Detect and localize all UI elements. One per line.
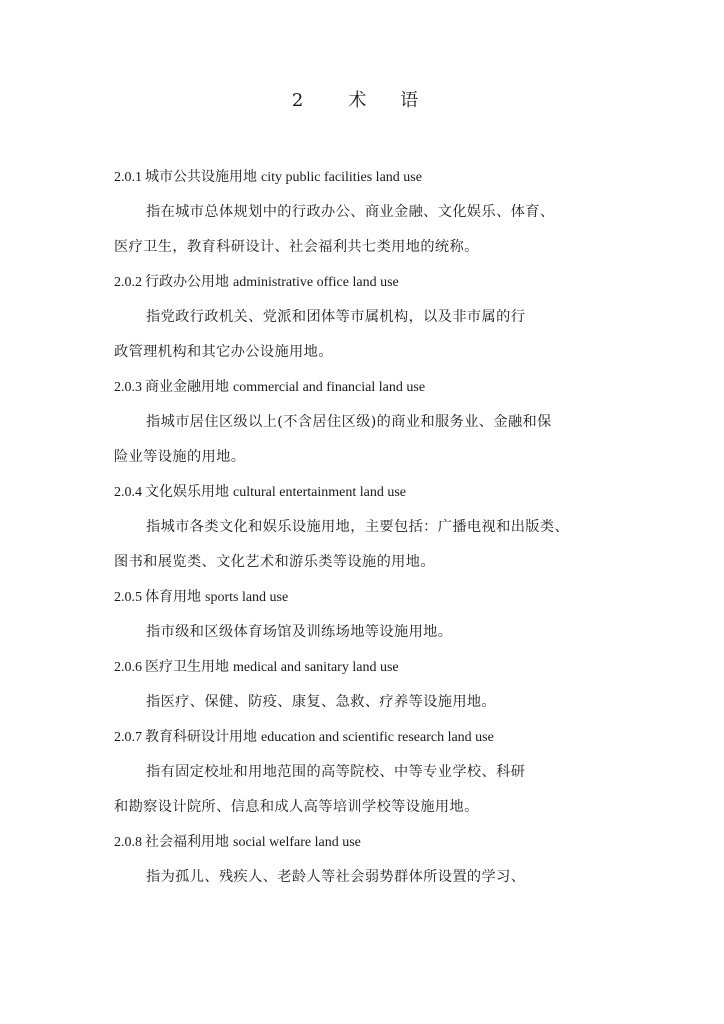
term-heading: [114, 271, 624, 293]
term-chinese-name: 行政办公用地: [145, 274, 229, 290]
chapter-title: [0, 88, 724, 114]
term-entry: [114, 586, 624, 643]
term-english-name: sports land use: [205, 590, 289, 605]
term-english-name: commercial and financial land use: [233, 380, 426, 395]
terms-list: [114, 166, 624, 901]
term-heading: [114, 726, 624, 748]
term-heading: [114, 831, 624, 853]
term-english-name: education and scientific research land use: [261, 730, 494, 745]
term-code: 2.0.4: [114, 485, 142, 500]
term-entry: [114, 271, 624, 363]
term-english-name: cultural entertainment land use: [233, 485, 406, 500]
term-definition-line: 险业等设施的用地。: [114, 449, 246, 465]
term-entry: [114, 166, 624, 258]
term-definition-line: 政管理机构和其它办公设施用地。: [114, 344, 333, 360]
term-definition-line: 指为孤儿、残疾人、老龄人等社会弱势群体所设置的学习、: [146, 869, 526, 885]
term-entry: [114, 831, 624, 888]
term-heading: [114, 376, 624, 398]
term-code: 2.0.2: [114, 275, 142, 290]
term-chinese-name: 城市公共设施用地: [145, 169, 257, 185]
term-code: 2.0.1: [114, 170, 142, 185]
term-chinese-name: 教育科研设计用地: [145, 729, 257, 745]
term-english-name: administrative office land use: [233, 275, 399, 290]
chapter-number: 2: [291, 90, 305, 111]
term-chinese-name: 文化娱乐用地: [145, 484, 229, 500]
term-code: 2.0.8: [114, 835, 142, 850]
term-chinese-name: 商业金融用地: [145, 379, 229, 395]
term-chinese-name: 体育用地: [145, 589, 201, 605]
term-definition-line: 指在城市总体规划中的行政办公、商业金融、文化娱乐、体育、: [146, 204, 555, 220]
term-definition-line: 图书和展览类、文化艺术和游乐类等设施的用地。: [114, 554, 435, 570]
term-chinese-name: 医疗卫生用地: [145, 659, 229, 675]
chapter-name: 术 语: [348, 90, 433, 111]
term-definition-line: 指医疗、保健、防疫、康复、急救、疗养等设施用地。: [146, 694, 497, 710]
term-english-name: city public facilities land use: [261, 170, 422, 185]
term-code: 2.0.6: [114, 660, 142, 675]
term-definition-line: 指城市各类文化和娱乐设施用地，主要包括：广播电视和出版类、: [146, 519, 570, 535]
term-entry: [114, 481, 624, 573]
term-chinese-name: 社会福利用地: [145, 834, 229, 850]
term-heading: [114, 166, 624, 188]
term-entry: [114, 726, 624, 818]
term-heading: [114, 481, 624, 503]
term-english-name: social welfare land use: [233, 835, 361, 850]
term-entry: [114, 376, 624, 468]
term-heading: [114, 656, 624, 678]
term-definition-line: 医疗卫生，教育科研设计、社会福利共七类用地的统称。: [114, 239, 479, 255]
term-definition-line: 和勘察设计院所、信息和成人高等培训学校等设施用地。: [114, 799, 479, 815]
term-definition-line: 指党政行政机关、党派和团体等市属机构，以及非市属的行: [146, 309, 526, 325]
term-english-name: medical and sanitary land use: [233, 660, 399, 675]
term-code: 2.0.3: [114, 380, 142, 395]
term-code: 2.0.7: [114, 730, 142, 745]
term-definition-line: 指市级和区级体育场馆及训练场地等设施用地。: [146, 624, 453, 640]
term-definition-line: 指城市居住区级以上(不含居住区级)的商业和服务业、金融和保: [146, 414, 552, 430]
term-code: 2.0.5: [114, 590, 142, 605]
term-entry: [114, 656, 624, 713]
term-heading: [114, 586, 624, 608]
term-definition-line: 指有固定校址和用地范围的高等院校、中等专业学校、科研: [146, 764, 526, 780]
